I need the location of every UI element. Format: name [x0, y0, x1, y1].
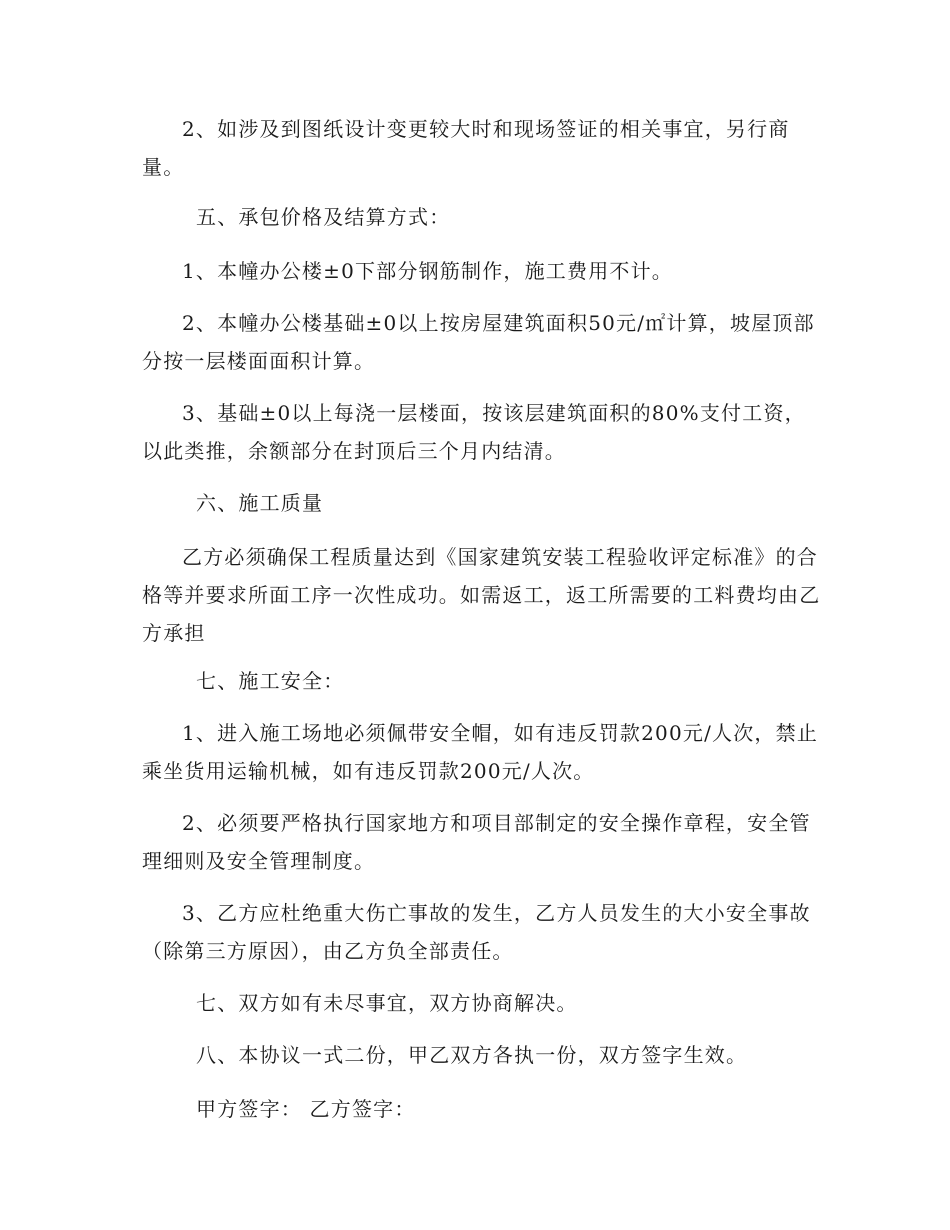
heading-construction-quality: 六、施工质量 [196, 491, 324, 515]
paragraph-unresolved-matters: 七、双方如有未尽事宜，双方协商解决。 [196, 991, 578, 1015]
paragraph-payment-schedule: 3、基础±0以上每浇一层楼面，按该层建筑面积的80%支付工资，以此类推，余额部分在封顶后三个月内结清。 [142, 401, 806, 463]
heading-construction-safety: 七、施工安全： [196, 669, 345, 693]
paragraph-safety-helmet: 1、进入施工场地必须佩带安全帽，如有违反罚款200元/人次，禁止乘坐货用运输机械，如有违反罚款200元/人次。 [142, 721, 819, 783]
paragraph-safety-rules: 2、必须要严格执行国家地方和项目部制定的安全操作章程，安全管理细则及安全管理制度。 [142, 811, 811, 873]
paragraph-accident-liability: 3、乙方应杜绝重大伤亡事故的发生，乙方人员发生的大小安全事故（除第三方原因），由乙方负全部责任。 [142, 901, 811, 963]
paragraph-copies-effective: 八、本协议一式二份，甲乙双方各执一份，双方签字生效。 [196, 1043, 748, 1067]
paragraph-quality-standard: 乙方必须确保工程质量达到《国家建筑安装工程验收评定标准》的合格等并要求所面工序一次性成功。如需返工，返工所需要的工料费均由乙方承担 [142, 545, 821, 645]
paragraph-design-change: 2、如涉及到图纸设计变更较大时和现场签证的相关事宜，另行商量。 [142, 117, 790, 179]
paragraph-rebar-below-zero: 1、本幢办公楼±0下部分钢筋制作，施工费用不计。 [182, 259, 674, 283]
heading-price-settlement: 五、承包价格及结算方式： [196, 205, 451, 229]
signature-line: 甲方签字： 乙方签字： [196, 1097, 416, 1121]
paragraph-area-price: 2、本幢办公楼基础±0以上按房屋建筑面积50元/㎡计算，坡屋顶部分按一层楼面面积计算。 [142, 311, 815, 373]
